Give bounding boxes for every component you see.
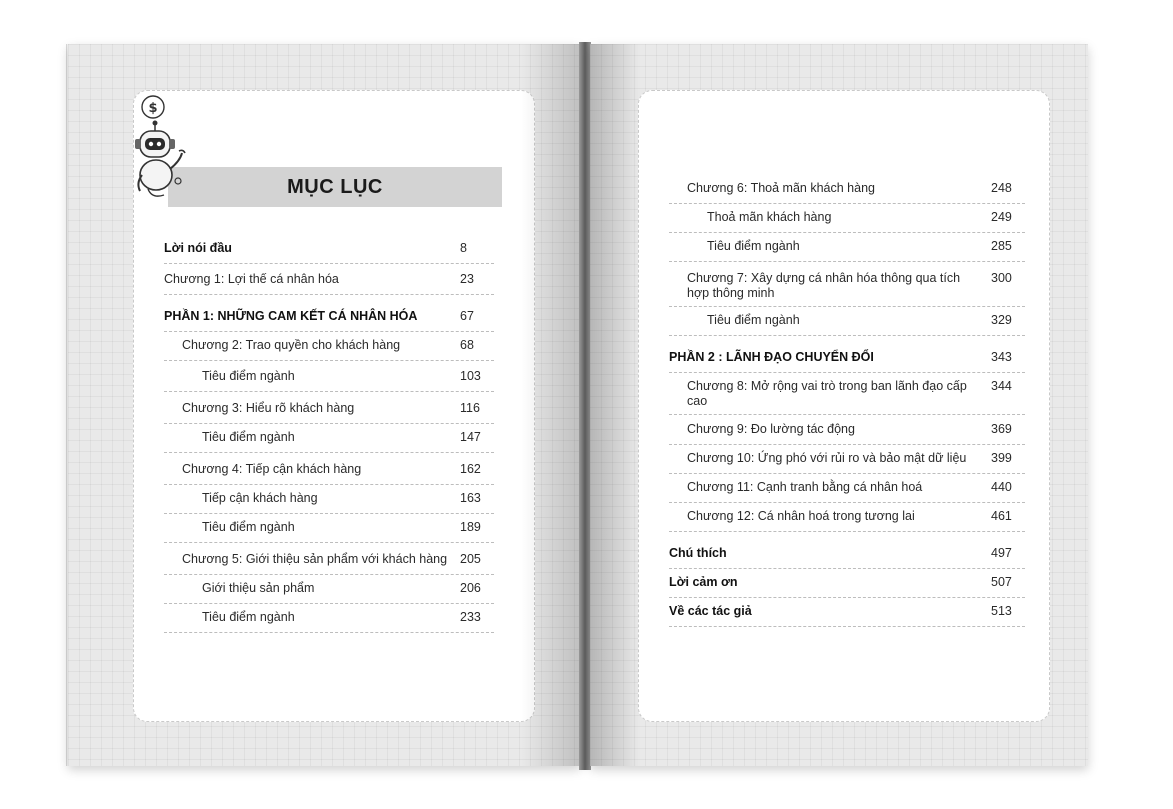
toc-entry[interactable] [669, 546, 1025, 569]
toc-entry-page: 248 [991, 181, 1012, 195]
toc-entry[interactable] [164, 610, 494, 633]
toc-entry-page: 8 [460, 241, 467, 255]
toc-entry-label: Chương 10: Ứng phó với rủi ro và bảo mật dữ liệu [687, 451, 967, 465]
toc-entry[interactable] [669, 239, 1025, 262]
toc-entry-label: Tiêu điểm ngành [202, 520, 295, 534]
toc-entry[interactable] [669, 313, 1025, 336]
toc-entry-page: 440 [991, 480, 1012, 494]
toc-entry-page: 513 [991, 604, 1012, 618]
toc-entry-label: Tiêu điểm ngành [202, 369, 295, 383]
toc-entry[interactable] [669, 451, 1025, 474]
right-content-panel [638, 90, 1050, 722]
toc-entry-label: Tiêu điểm ngành [202, 430, 295, 444]
toc-entry-label: Chương 3: Hiểu rõ khách hàng [182, 401, 355, 415]
toc-entry-label: Chương 7: Xây dựng cá nhân hóa thông qua tích hợp thông minh [687, 271, 961, 300]
toc-entry-label: Về các tác giả [669, 604, 752, 618]
toc-entry-label: Chương 2: Trao quyền cho khách hàng [182, 338, 401, 352]
toc-entry-label: Tiếp cận khách hàng [202, 491, 318, 505]
toc-entry-page: 344 [991, 379, 1012, 393]
toc-list-left [164, 241, 494, 633]
toc-entry[interactable] [669, 604, 1025, 627]
toc-entry[interactable] [669, 181, 1025, 204]
toc-entry-page: 162 [460, 462, 481, 476]
toc-list-right [669, 181, 1025, 627]
toc-entry-label: PHẦN 1: NHỮNG CAM KẾT CÁ NHÂN HÓA [164, 309, 418, 323]
toc-entry-label: Chương 9: Đo lường tác động [687, 422, 855, 436]
toc-section[interactable] [669, 350, 1025, 373]
toc-entry-page: 163 [460, 491, 481, 505]
toc-entry[interactable] [164, 552, 494, 575]
toc-entry-label: Thoả mãn khách hàng [707, 210, 832, 224]
toc-entry[interactable] [164, 338, 494, 361]
toc-entry[interactable] [669, 509, 1025, 532]
toc-entry[interactable] [164, 272, 494, 295]
toc-entry-label: Chương 11: Cạnh tranh bằng cá nhân hoá [687, 480, 923, 494]
toc-entry[interactable] [164, 401, 494, 424]
toc-entry[interactable] [164, 491, 494, 514]
toc-entry-page: 399 [991, 451, 1012, 465]
left-page [68, 44, 581, 766]
toc-entry-page: 67 [460, 309, 474, 323]
toc-entry-page: 206 [460, 581, 481, 595]
toc-entry-page: 205 [460, 552, 481, 566]
toc-entry-label: Tiêu điểm ngành [202, 610, 295, 624]
toc-entry[interactable] [669, 575, 1025, 598]
left-content-panel [133, 90, 535, 722]
toc-entry-page: 233 [460, 610, 481, 624]
toc-entry-page: 329 [991, 313, 1012, 327]
toc-entry-label: Giới thiệu sản phẩm [202, 581, 315, 595]
toc-entry-page: 300 [991, 271, 1012, 285]
toc-entry-label: Chương 1: Lợi thế cá nhân hóa [164, 272, 339, 286]
toc-entry[interactable] [164, 581, 494, 604]
toc-entry-page: 147 [460, 430, 481, 444]
toc-entry-page: 285 [991, 239, 1012, 253]
toc-entry-label: Tiêu điểm ngành [707, 239, 800, 253]
toc-entry-label: Tiêu điểm ngành [707, 313, 800, 327]
toc-entry[interactable] [164, 369, 494, 392]
toc-entry-page: 497 [991, 546, 1012, 560]
toc-entry-label: Lời nói đầu [164, 241, 232, 255]
toc-entry-page: 507 [991, 575, 1012, 589]
toc-title: MỤC LỤC [287, 175, 383, 198]
svg-text:$: $ [148, 101, 158, 116]
toc-entry-label: Chú thích [669, 546, 727, 560]
toc-entry[interactable] [669, 210, 1025, 233]
toc-entry-page: 103 [460, 369, 481, 383]
toc-entry-page: 189 [460, 520, 481, 534]
toc-entry-label: Chương 6: Thoả mãn khách hàng [687, 181, 875, 195]
robot-mascot-icon [134, 91, 200, 211]
toc-entry-page: 343 [991, 350, 1012, 364]
toc-entry-page: 249 [991, 210, 1012, 224]
toc-entry-page: 369 [991, 422, 1012, 436]
toc-entry[interactable] [164, 520, 494, 543]
toc-entry-label: Chương 8: Mở rộng vai trò trong ban lãnh đạo cấp cao [687, 379, 967, 408]
right-page [590, 44, 1088, 766]
toc-entry[interactable] [669, 379, 1025, 415]
toc-entry-label: Chương 12: Cá nhân hoá trong tương lai [687, 509, 915, 523]
toc-entry[interactable] [669, 480, 1025, 503]
toc-entry-label: Lời cảm ơn [669, 575, 738, 589]
toc-section[interactable] [164, 309, 494, 332]
toc-entry-page: 68 [460, 338, 474, 352]
toc-entry[interactable] [164, 430, 494, 453]
toc-entry-page: 116 [460, 401, 480, 415]
toc-entry[interactable] [669, 271, 1025, 307]
toc-entry[interactable] [164, 241, 494, 264]
toc-entry-label: PHẦN 2 : LÃNH ĐẠO CHUYỂN ĐỔI [669, 350, 874, 364]
toc-entry[interactable] [164, 462, 494, 485]
toc-entry-page: 23 [460, 272, 474, 286]
toc-entry[interactable] [669, 422, 1025, 445]
toc-title-bar [168, 167, 502, 207]
toc-entry-label: Chương 5: Giới thiệu sản phẩm với khách hàng [182, 552, 448, 566]
toc-entry-page: 461 [991, 509, 1012, 523]
toc-entry-label: Chương 4: Tiếp cận khách hàng [182, 462, 362, 476]
